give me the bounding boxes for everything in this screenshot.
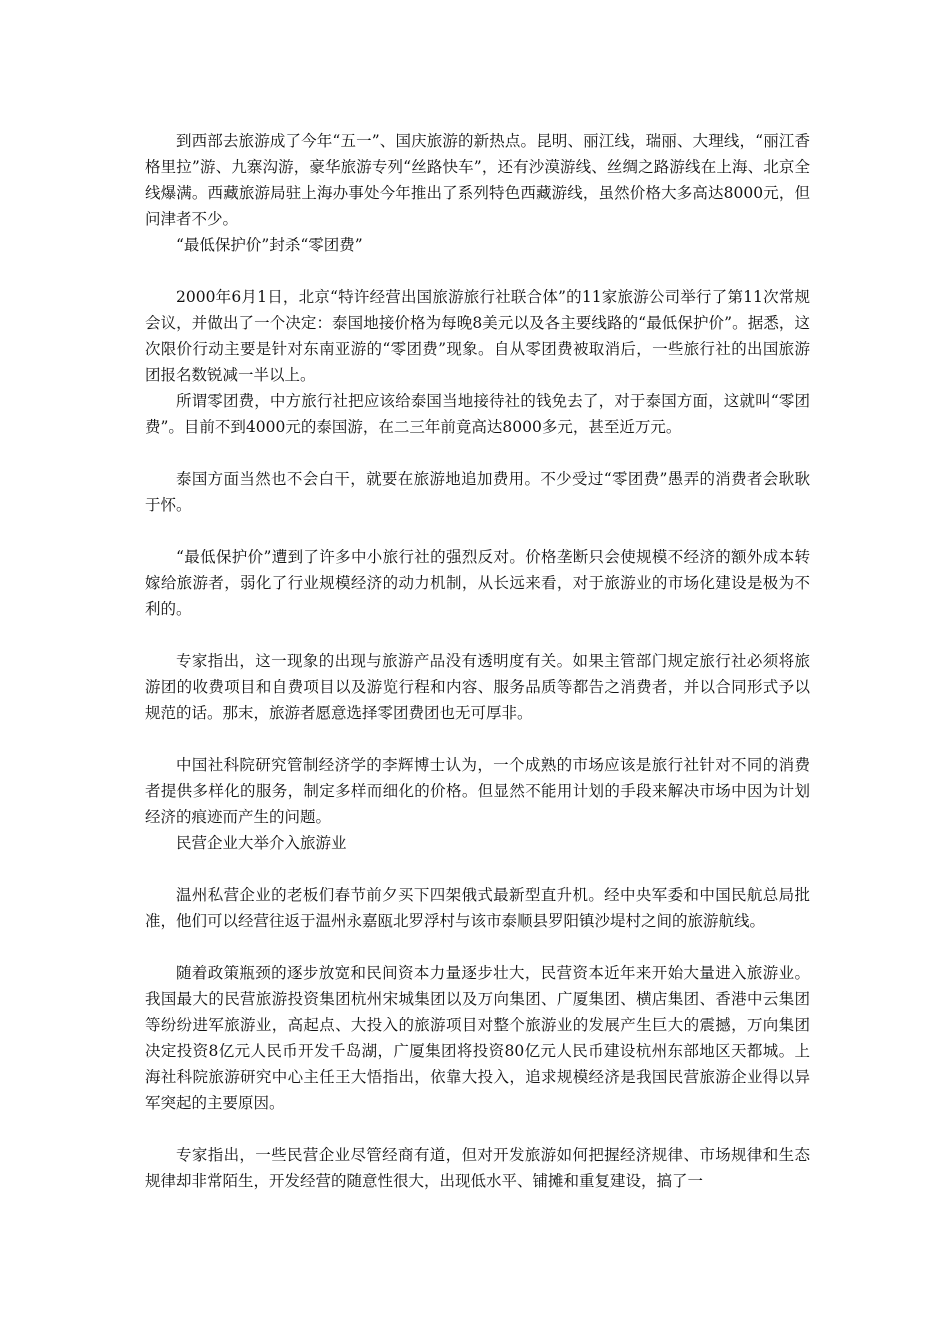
paragraph-expert-transparency: 专家指出，这一现象的出现与旅游产品没有透明度有关。如果主管部门规定旅行社必须将旅游团的收费项目和自费项目以及游览行程和内容、服务品质等都告之消费者，并以合同形式予以规范的话。那末，旅游者愿意选择零团费团也无可厚非。	[145, 652, 810, 722]
paragraph-beijing-meeting: 2000年6月1日，北京“特许经营出国旅游旅行社联合体”的11家旅游公司举行了第11次常规会议，并做出了一个决定：泰国地接价格为每晚8美元以及各主要线路的“最低保护价”。据悉，这次限价行动主要是针对东南亚游的“零团费”现象。自从零团费被取消后，一些旅行社的出国旅游团报名数锐减一半以上。	[145, 288, 810, 384]
paragraph-thailand-extra-fees: 泰国方面当然也不会白干，就要在旅游地追加费用。不少受过“零团费”愚弄的消费者会耿耿于怀。	[145, 470, 810, 514]
section-heading-private-enterprise: 民营企业大举介入旅游业	[176, 834, 347, 852]
paragraph-li-hui: 中国社科院研究管制经济学的李辉博士认为，一个成熟的市场应该是旅行社针对不同的消费者提供多样化的服务，制定多样而细化的价格。但显然不能用计划的手段来解决市场中因为计划经济的痕迹而产生的问题。	[145, 756, 810, 826]
paragraph-expert-private: 专家指出，一些民营企业尽管经商有道，但对开发旅游如何把握经济规律、市场规律和生态规律却非常陌生，开发经营的随意性很大，出现低水平、铺摊和重复建设，搞了一	[145, 1146, 810, 1190]
paragraph-private-capital: 随着政策瓶颈的逐步放宽和民间资本力量逐步壮大，民营资本近年来开始大量进入旅游业。我国最大的民营旅游投资集团杭州宋城集团以及万向集团、广厦集团、横店集团、香港中云集团等纷纷进军旅游业，高起点、大投入的旅游项目对整个旅游业的发展产生巨大的震撼，万向集团决定投资8亿元人民币开发千岛湖，广厦集团将投资80亿元人民币建设杭州东部地区天都城。上海社科院旅游研究中心主任王大悟指出，依靠大投入，追求规模经济是我国民营旅游企业得以异军突起的主要原因。	[145, 964, 810, 1112]
paragraph-zero-fee-definition: 所谓零团费，中方旅行社把应该给泰国当地接待社的钱免去了，对于泰国方面，这就叫“零团费”。目前不到4000元的泰国游，在二三年前竟高达8000多元，甚至近万元。	[145, 392, 810, 436]
paragraph-opposition: “最低保护价”遭到了许多中小旅行社的强烈反对。价格垄断只会使规模不经济的额外成本转嫁给旅游者，弱化了行业规模经济的动力机制，从长远来看，对于旅游业的市场化建设是极为不利的。	[145, 548, 810, 618]
document-page	[145, 128, 810, 1194]
paragraph-west-tourism: 到西部去旅游成了今年“五一”、国庆旅游的新热点。昆明、丽江线，瑞丽、大理线，“丽江香格里拉”游、九寨沟游，豪华旅游专列“丝路快车”，还有沙漠游线、丝绸之路游线在上海、北京全线爆满。西藏旅游局驻上海办事处今年推出了系列特色西藏游线，虽然价格大多高达8000元，但问津者不少。	[145, 132, 810, 228]
section-heading-minimum-price: “最低保护价”封杀“零团费”	[176, 236, 363, 254]
paragraph-wenzhou-helicopters: 温州私营企业的老板们春节前夕买下四架俄式最新型直升机。经中央军委和中国民航总局批准，他们可以经营往返于温州永嘉瓯北罗浮村与该市泰顺县罗阳镇沙堤村之间的旅游航线。	[145, 886, 810, 930]
